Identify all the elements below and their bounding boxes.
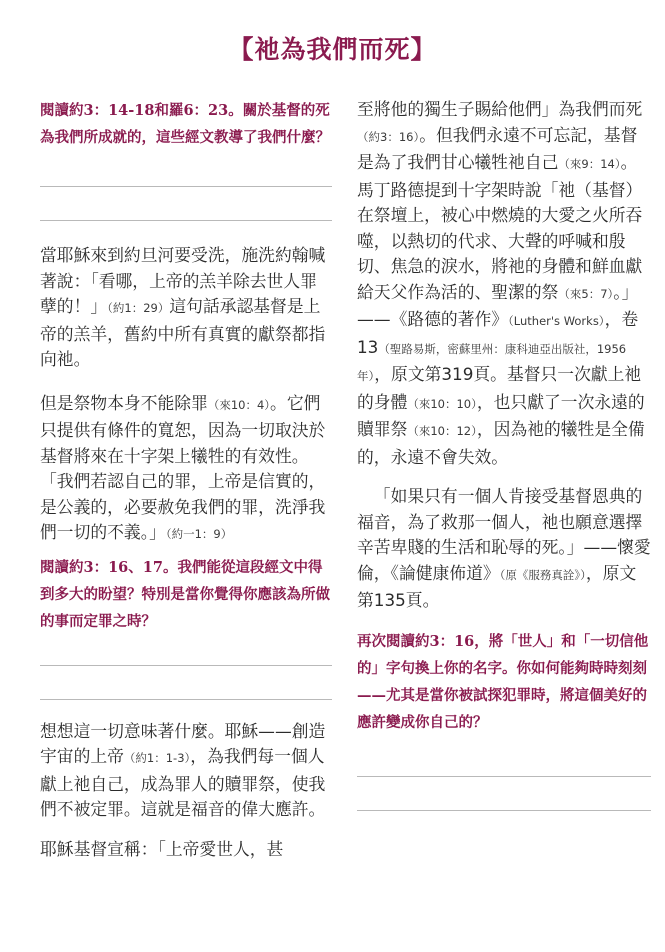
study-question-1: 閱讀約3：14-18和羅6：23。關於基督的死為我們所成就的，這些經文教導了我們什麼？ — [40, 102, 330, 146]
answer-line — [357, 776, 651, 777]
answer-line — [40, 699, 332, 700]
page-title: 【祂為我們而死】 — [228, 35, 437, 64]
scripture-reference: （約一1：9） — [165, 527, 233, 541]
answer-line — [40, 220, 332, 221]
answer-line — [357, 810, 651, 811]
scripture-reference: （來10：12） — [407, 424, 477, 438]
paragraph-text: 。馬丁路德提到十字架時說「祂（基督）在祭壇上，被心中燃燒的大愛之火所吞噬，以熱切的代求、大聲的呼喊和殷切、焦急的淚水，將祂的身體和鮮血獻給天父作為活的、聖潔的祭 — [357, 152, 643, 302]
paragraph-text: ，為我們每一個人獻上祂自己，成為罪人的贖罪祭，使我們不被定罪。這就是福音的偉大應許。 — [40, 746, 326, 819]
paragraph-text: 但是祭物本身不能除罪 — [40, 392, 208, 413]
scripture-reference: （約1：29） — [107, 301, 170, 315]
answer-line — [40, 186, 332, 187]
answer-line — [40, 665, 332, 666]
paragraph-text: 。它們只提供有條件的寬恕，因為一切取決於基督將來在十字架上犧牲的有效性。「我們若認自己的罪，上帝是信實的，是公義的，必要赦免我們的罪，洗淨我們一切的不義。」 — [40, 392, 326, 542]
citation-note: （Luther's Works） — [508, 314, 605, 328]
paragraph — [40, 391, 332, 548]
paragraph-text: ，也只獻了一次永遠的贖罪祭 — [357, 391, 645, 439]
citation-note: （原《服務真詮》） — [499, 567, 586, 582]
paragraph — [357, 97, 651, 470]
scripture-reference: （約1：1-3） — [123, 751, 191, 765]
scripture-reference: （來9：14） — [558, 157, 621, 171]
citation-note: （聖路易斯，密蘇里州：康科迪亞出版社，1956年） — [357, 341, 627, 383]
paragraph-text: 「如果只有一個人肯接受基督恩典的福音，為了救那一個人，祂也願意選擇辛苦卑賤的生活和恥辱的死。」——懷愛倫，《論健康佈道》 — [357, 486, 651, 583]
paragraph-text: 至將他的獨生子賜給他們」為我們而死 — [357, 99, 643, 119]
paragraph-text: 。但我們永遠不可忘記，基督是為了我們甘心犧牲祂自己 — [357, 124, 638, 172]
scripture-reference: （來5：7） — [558, 286, 614, 301]
study-question-2: 閱讀約3：16、17。我們能從這段經文中得到多大的盼望？特別是當你覺得你應該為所做的事而定罪之時？ — [40, 558, 330, 630]
paragraph-text: 當耶穌來到約旦河要受洗，施洗約翰喊著說：「看哪，上帝的羔羊除去世人罪孽的！」 — [40, 245, 326, 316]
paragraph: 耶穌基督宣稱：「上帝愛世人，甚 — [40, 838, 284, 859]
quote-paragraph — [357, 484, 651, 614]
left-column — [40, 97, 332, 862]
paragraph-text: 想想這一切意味著什麼。耶穌——創造宇宙的上帝 — [40, 720, 326, 766]
paragraph-text: ，原文第319頁。基督只一次獻上祂的身體 — [357, 364, 642, 412]
paragraph — [40, 243, 332, 373]
scripture-reference: （來10：4） — [207, 397, 271, 412]
paragraph-text: 這句話承認基督是上帝的羔羊，舊約中所有真實的獻祭都指向祂。 — [40, 296, 326, 369]
paragraph-text: ，原文第135頁。 — [357, 562, 637, 610]
scripture-reference: （來10：10） — [407, 396, 477, 411]
paragraph-text: 。」——《路德的著作》 — [357, 281, 639, 329]
paragraph — [40, 719, 332, 823]
study-question-3: 再次閱讀約3：16，將「世人」和「一切信他的」字句換上你的名字。你如何能夠時時刻刻——尤其是當你被試探犯罪時，將這個美好的應許變成你自己的？ — [357, 632, 649, 731]
right-column — [357, 97, 651, 811]
paragraph-text: ，卷13 — [357, 309, 639, 357]
paragraph-text: ，因為祂的犧牲是全備的，永遠不會失效。 — [357, 419, 645, 467]
scripture-reference: （約3：16） — [357, 129, 420, 144]
